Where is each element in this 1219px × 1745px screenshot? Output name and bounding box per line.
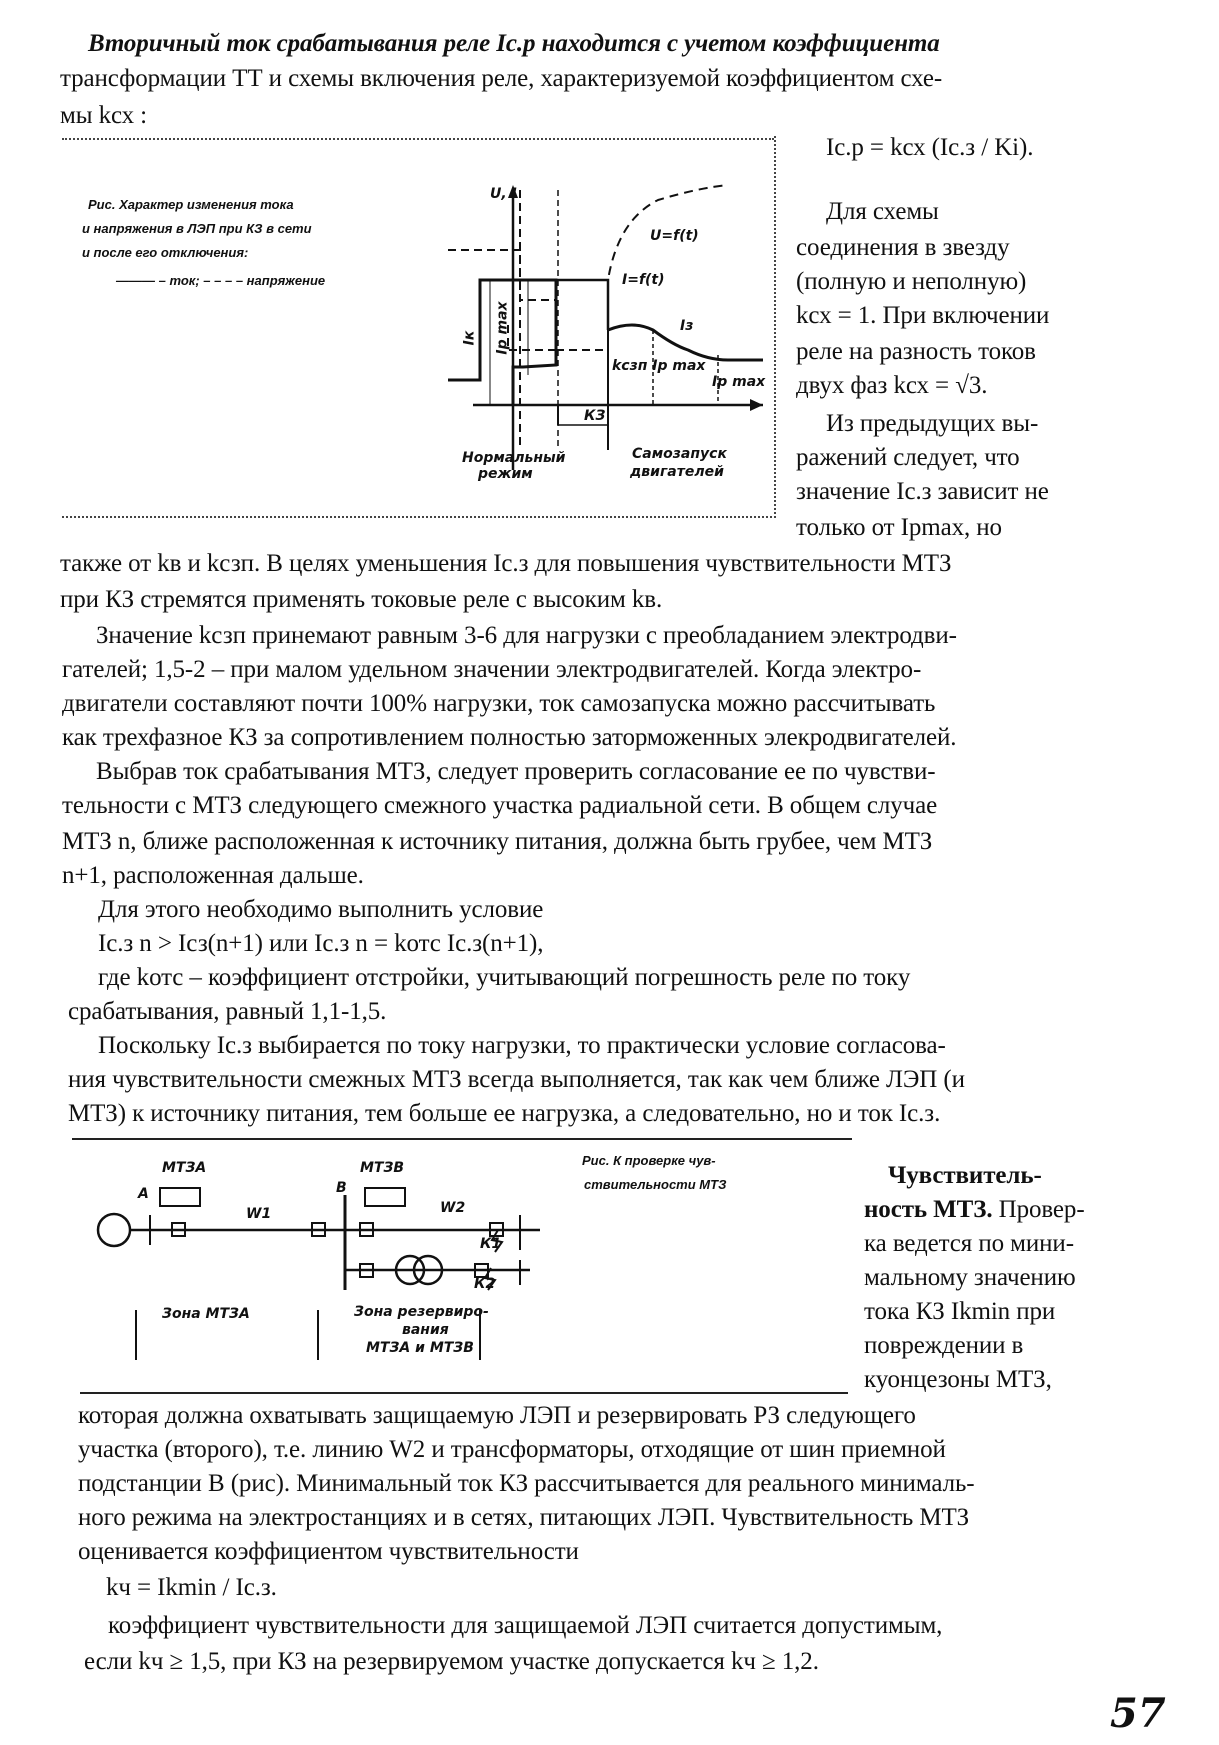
paragraph-7-line-3: подстанции В (рис). Минимальный ток КЗ рассчитывается для реального минималь-	[78, 1470, 975, 1497]
side-text-1-line-6: двух фаз kсх = √3.	[796, 372, 988, 399]
side-text-2-line-2	[864, 1194, 1085, 1226]
relay-mtza-icon	[160, 1188, 200, 1206]
paragraph-6-line-2: ния чувствительности смежных МТЗ всегда выполняется, так как чем ближе ЛЭП (и	[68, 1066, 965, 1093]
graph-label-ipmax-2: Ip max	[712, 374, 766, 390]
x-axis-arrow-icon	[750, 399, 763, 411]
paragraph-4-line-2: тельности с МТЗ следующего смежного участка радиальной сети. В общем случае	[62, 792, 938, 819]
paragraph-1-line-1: Вторичный ток срабатывания реле Iс.р находится с учетом коэффициента	[88, 30, 940, 57]
graph-label-voltage: U=f(t)	[650, 228, 699, 244]
figure-1-legend: ——— – ток; – – – – напряжение	[116, 273, 326, 288]
graph-label-kz: КЗ	[584, 408, 606, 424]
current-voltage-graph	[428, 180, 768, 490]
paragraph-7-line-4: ного режима на электростанциях и в сетях, питающих ЛЭП. Чувствительность МТЗ	[78, 1504, 970, 1531]
label-zone-reserve-1: Зона резервиро-	[354, 1304, 489, 1320]
relay-mtzb-icon	[365, 1188, 405, 1206]
graph-label-ipmax: Ip max	[494, 301, 511, 355]
label-w1: W1	[246, 1206, 272, 1222]
graph-label-self-start-2: двигателей	[630, 464, 724, 480]
paragraph-5-line-1: Для этого необходимо выполнить условие	[98, 896, 544, 923]
side-text-2-line-3: ка ведется по мини-	[864, 1230, 1074, 1257]
side-text-1-line-3: (полную и неполную)	[796, 268, 1027, 295]
graph-label-kszp: kсзп Ip max	[612, 358, 706, 374]
label-mtzb: МТЗВ	[360, 1160, 405, 1176]
paragraph-7-line-1: которая должна охватывать защищаемую ЛЭП и резервировать РЗ следующего	[78, 1402, 916, 1429]
side-text-2-line-5: тока КЗ Ikmin при	[864, 1298, 1056, 1325]
side-text-2-line-4: мальному значению	[864, 1264, 1076, 1291]
label-node-b: В	[336, 1180, 347, 1196]
graph-label-normal-mode: Нормальный	[462, 450, 566, 466]
label-zone-reserve-3: МТЗА и МТЗВ	[366, 1340, 474, 1356]
side-text-1-line-2: соединения в звезду	[796, 234, 1010, 261]
side-text-2-line-7: куонцезоны МТЗ,	[864, 1366, 1052, 1393]
paragraph-5-line-3: где kотс – коэффициент отстройки, учитывающий погрешность реле по току	[98, 964, 911, 991]
paragraph-3-line-2: гателей; 1,5-2 – при малом удельном значении электродвигателей. Когда электро-	[62, 656, 922, 683]
graph-label-ik: Iк	[461, 330, 478, 346]
label-zone-mtza: Зона МТЗА	[162, 1306, 250, 1322]
paragraph-2-line-2: при КЗ стремятся применять токовые реле с высоким kв.	[60, 586, 663, 613]
figure-2-top-rule	[72, 1138, 852, 1140]
paragraph-7-line-5: оценивается коэффициентом чувствительности	[78, 1538, 579, 1565]
side-text-2-line-2-rest: Провер-	[992, 1196, 1085, 1223]
source-generator-icon	[98, 1214, 130, 1246]
label-k2: К2	[474, 1276, 496, 1292]
page-number: 57	[1110, 1690, 1166, 1737]
paragraph-4-line-3: МТЗ n, ближе расположенная к источнику питания, должна быть грубее, чем МТЗ	[62, 828, 933, 855]
label-w2: W2	[440, 1200, 466, 1216]
side-text-1-line-1: Для схемы	[826, 198, 939, 225]
paragraph-6-line-1: Поскольку Iс.з выбирается по току нагрузки, то практически условие согласова-	[98, 1032, 946, 1059]
figure-2-caption-line-1: Рис. К проверке чув-	[582, 1153, 716, 1168]
side-text-1-line-4: kсх = 1. При включении	[796, 302, 1050, 329]
paragraph-3-line-1: Значение kсзп принемают равным 3-6 для нагрузки с преобладанием электродви-	[96, 622, 957, 649]
side-text-1-line-8: ражений следует, что	[796, 444, 1020, 471]
label-zone-reserve-2: вания	[402, 1322, 449, 1338]
network-diagram	[90, 1160, 570, 1380]
label-mtza: МТЗА	[162, 1160, 207, 1176]
paragraph-2-line-1: также от kв и kсзп. В целях уменьшения Iс.з для повышения чувствительности МТЗ	[60, 550, 952, 577]
label-node-a: А	[138, 1186, 149, 1202]
paragraph-5-line-2: Iс.з n > Iсз(n+1) или Iс.з n = kотс Iс.з(n+1),	[98, 930, 544, 957]
side-text-1-line-7: Из предыдущих вы-	[826, 410, 1039, 437]
formula-relay-current: Iс.р = kсх (Iс.з / Ki).	[826, 134, 1034, 161]
side-text-1-line-5: реле на разность токов	[796, 338, 1036, 365]
side-text-1-line-10: только от Ipmax, но	[796, 514, 1002, 541]
figure-1-top-rule	[62, 138, 774, 140]
figure-2-caption-line-2: ствительности МТЗ	[584, 1177, 727, 1192]
side-text-2-line-1: Чувствитель-	[888, 1162, 1042, 1189]
paragraph-1-line-2: трансформации ТТ и схемы включения реле, характеризуемой коэффициентом схе-	[60, 65, 943, 92]
graph-axis-label: U, I	[490, 186, 517, 202]
paragraph-4-line-1: Выбрав ток срабатывания МТЗ, следует проверить согласование ее по чувстви-	[96, 758, 936, 785]
graph-label-i3: Iз	[680, 318, 694, 334]
graph-label-self-start: Самозапуск	[632, 446, 727, 462]
figure-2-bottom-rule	[80, 1392, 848, 1394]
paragraph-6-line-3: МТЗ) к источнику питания, тем больше ее нагрузка, а следовательно, но и ток Iс.з.	[68, 1100, 941, 1127]
paragraph-5-line-4: срабатывания, равный 1,1-1,5.	[68, 998, 387, 1025]
label-k1: К1	[480, 1236, 502, 1252]
paragraph-4-line-4: n+1, расположенная дальше.	[62, 862, 364, 889]
paragraph-7-line-2: участка (второго), т.е. линию W2 и трансформаторы, отходящие от шин приемной	[78, 1436, 946, 1463]
graph-label-current: I=f(t)	[622, 272, 665, 288]
side-text-1-line-9: значение Iс.з зависит не	[796, 478, 1049, 505]
paragraph-8-line-1: коэффициент чувствительности для защищаемой ЛЭП считается допустимым,	[108, 1612, 943, 1639]
paragraph-8-line-2: если kч ≥ 1,5, при КЗ на резервируемом участке допускается kч ≥ 1,2.	[84, 1648, 819, 1675]
figure-1-caption-line-3: и после его отключения:	[82, 245, 249, 260]
figure-1-caption-line-2: и напряжения в ЛЭП при КЗ в сети	[82, 221, 312, 236]
graph-label-normal-mode-2: режим	[478, 466, 533, 482]
sensitivity-heading: ность МТЗ.	[864, 1196, 993, 1223]
side-text-2-line-6: повреждении в	[864, 1332, 1024, 1359]
paragraph-1-line-3: мы kсх :	[60, 102, 148, 129]
figure-1-caption-line-1: Рис. Характер изменения тока	[88, 197, 294, 212]
paragraph-3-line-3: двигатели составляют почти 100% нагрузки, ток самозапуска можно рассчитывать	[62, 690, 936, 717]
paragraph-3-line-4: как трехфазное КЗ за сопротивлением полностью заторможенных элекродвигателей.	[62, 724, 957, 751]
formula-sensitivity: kч = Ikmin / Iс.з.	[106, 1574, 277, 1601]
